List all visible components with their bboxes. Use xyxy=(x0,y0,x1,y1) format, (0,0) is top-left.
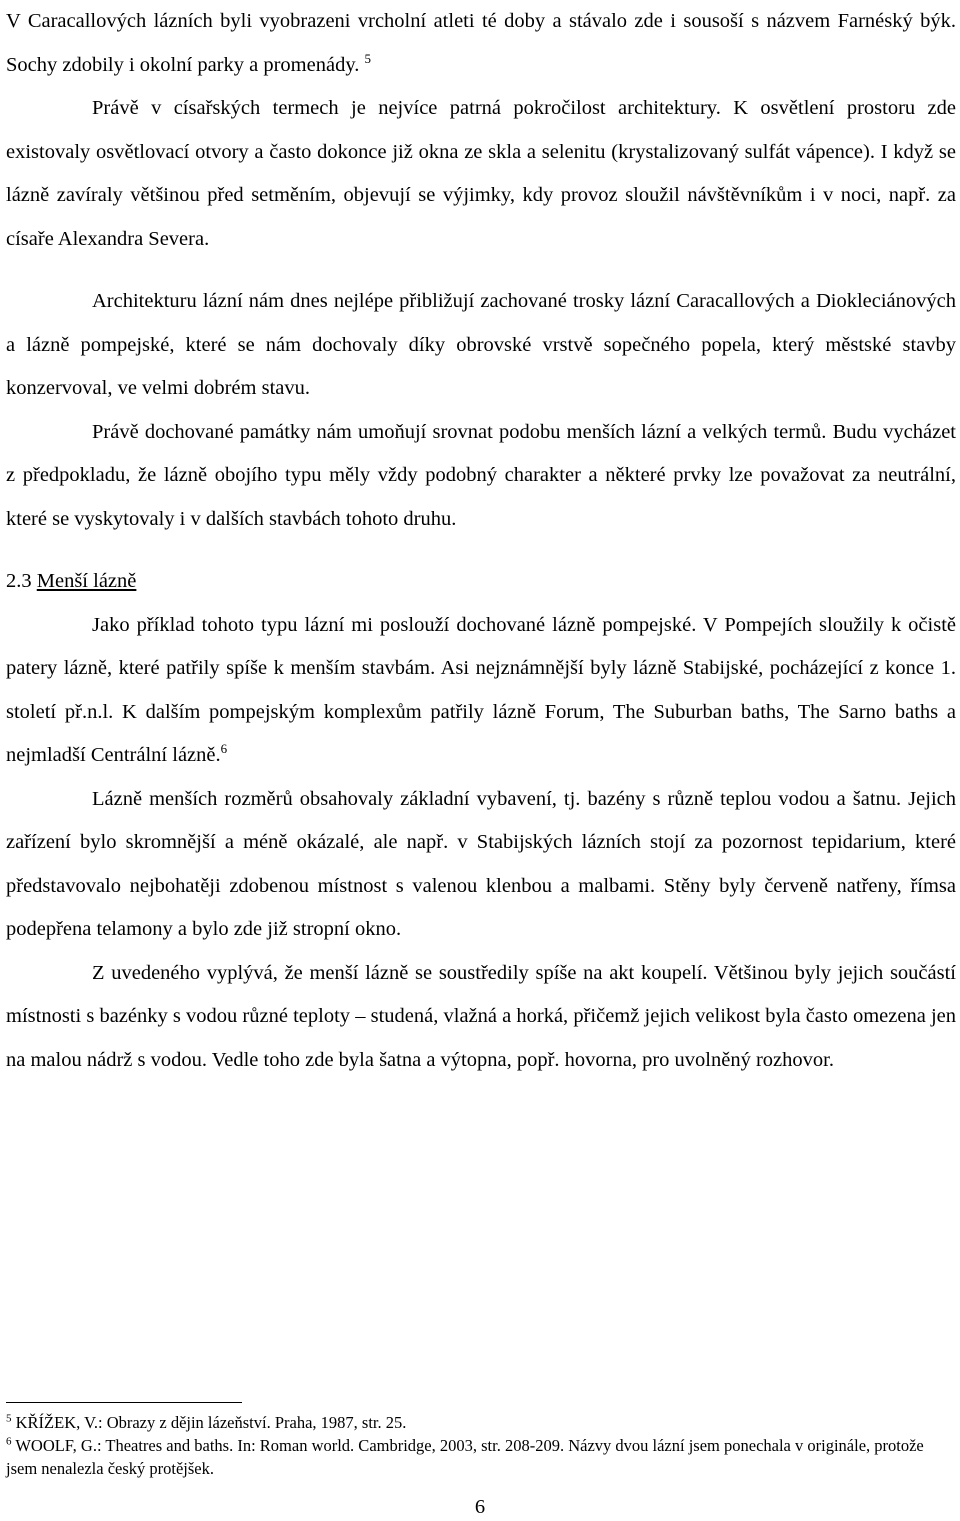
footnote-5 xyxy=(6,1411,956,1434)
section-heading xyxy=(6,560,956,604)
footnote-number: 5 xyxy=(6,1412,12,1425)
paragraph-architecture-lighting: Právě v císařských termech je nejvíce patrná pokročilost architektury. K osvětlení prostoru zde existovaly osvětlovací otvory a často dokonce již okna ze skla a selenitu (krystalizovaný sulfát vápence). I když se lázně zavíraly většinou před setměním, objevují se výjimky, kdy provoz sloužil návštěvníkům i v noci, např. za císaře Alexandra Severa. xyxy=(6,97,956,250)
footnote-ref-5: 5 xyxy=(364,50,371,66)
paragraph-ruins: Architekturu lázní nám dnes nejlépe přibližují zachované trosky lázní Caracallových a Diokleciánových a lázně pompejské, které se nám dochovaly díky obrovské vrstvě sopečného popela, který městské stavby konzervoval, ve velmi dobrém stavu. xyxy=(6,290,956,399)
footnote-text: KŘÍŽEK, V.: Obrazy z dějin lázeňství. Praha, 1987, str. 25. xyxy=(15,1413,407,1432)
footnote-text: WOOLF, G.: Theatres and baths. In: Roman world. Cambridge, 2003, str. 208-209. Názvy dvou lázní jsem ponechala v originále, protože jsem nenalezla český protějšek. xyxy=(6,1436,924,1478)
paragraph-conclusion: Z uvedeného vyplývá, že menší lázně se soustředily spíše na akt koupelí. Většinou byly jejich součástí místnosti s bazénky s vodou různé teploty – studená, vlažná a horká, přičemž jejich velikost byla často omezena jen na malou nádrž s vodou. Vedle toho zde byla šatna a výtopna, popř. hovorna, pro uvolněný rozhovor. xyxy=(6,961,956,1071)
page-number: 6 xyxy=(474,1496,486,1518)
footnote-separator xyxy=(6,1402,242,1403)
section-title: Menší lázně xyxy=(36,570,137,592)
paragraph-text: Jako příklad tohoto typu lázní mi poslouží dochované lázně pompejské. V Pompejích sloužily k očistě patery lázně, které patřily spíše k menším stavbám. Asi nejznámnější byly lázně Stabijské, pocházející z konce 1. století př.n.l. K dalším pompejským komplexům patřily lázně Forum, The Suburban baths, The Sarno baths a nejmladší Centrální lázně. xyxy=(6,613,956,766)
paragraph-caracalla-statues xyxy=(6,0,956,87)
paragraph-text: V Caracallových lázních byli vyobrazeni vrcholní atleti té doby a stávalo zde i sousoší s názvem Farnéský býk. Sochy zdobily i okolní parky a promenády. xyxy=(6,10,956,76)
paragraph-small-baths: Lázně menších rozměrů obsahovaly základní vybavení, tj. bazény s různě teplou vodou a šatnu. Jejich zařízení bylo skromnější a méně okázalé, ale např. v Stabijských lázních stojí za pozornost tepidarium, které představovalo nejbohatěji zdobenou místnost s valenou klenbou a malbami. Stěny byly červeně natřeny, římsa podepřena telamony a bylo zde již stropní okno. xyxy=(6,787,956,940)
document-page xyxy=(6,0,956,1082)
paragraph-pompeii-baths xyxy=(6,604,956,778)
section-number: 2.3 xyxy=(6,570,32,592)
paragraph-comparison: Právě dochované památky nám umoňují srovnat podobu menších lázní a velkých termů. Budu vycházet z předpokladu, že lázně obojího typu měly vždy podobný charakter a některé prvky lze považovat za neutrální, které se vyskytovaly i v dalších stavbách tohoto druhu. xyxy=(6,420,956,530)
footnote-number: 6 xyxy=(6,1435,12,1448)
footnotes xyxy=(6,1411,956,1480)
footnote-ref-6: 6 xyxy=(220,741,228,757)
footnote-6 xyxy=(6,1434,956,1480)
